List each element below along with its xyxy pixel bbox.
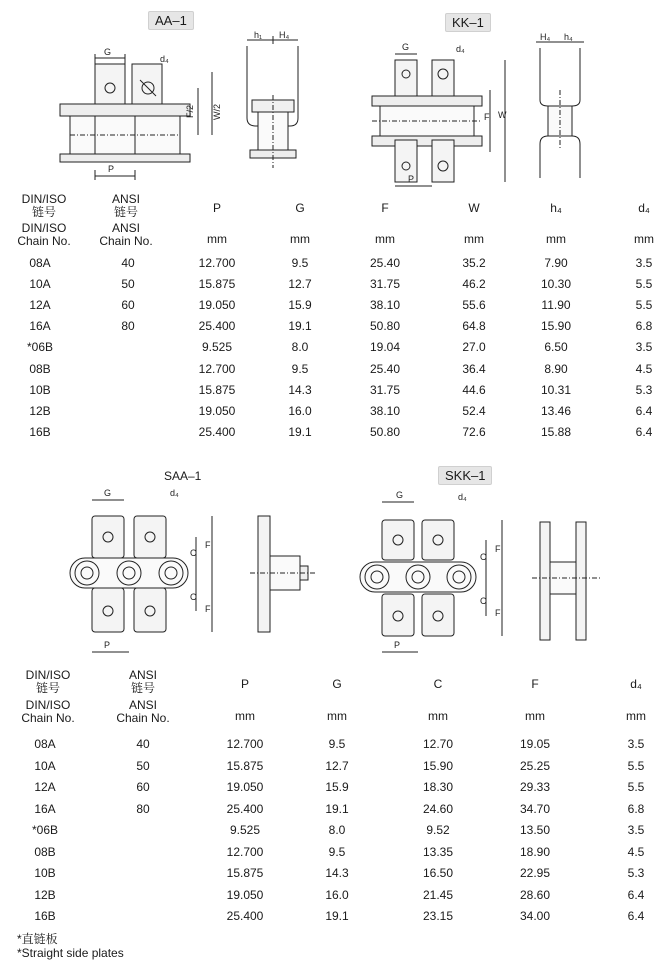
table-cell: 50.80 — [369, 319, 401, 334]
table-cell: 19.1 — [325, 801, 349, 816]
table-cell: 31.75 — [369, 382, 401, 397]
table-cell: 9.52 — [426, 823, 450, 837]
table-cell: 16.0 — [288, 403, 312, 418]
table-cell: 9.5 — [328, 737, 346, 751]
table-cell: 23.15 — [422, 909, 454, 923]
table-cell: 13.35 — [422, 844, 454, 859]
table-cell: 10.30 — [540, 277, 572, 292]
table-cell: 8.0 — [291, 340, 309, 355]
kk1-dim-d4: d₄ — [456, 44, 465, 54]
kk1-dim-g: G — [402, 42, 410, 52]
table-cell: 34.00 — [519, 909, 551, 923]
table-cell: 10B — [34, 866, 56, 880]
table-cell: 12A — [29, 298, 51, 313]
table-cell: 15.88 — [540, 424, 572, 439]
table-cell: 19.050 — [198, 298, 236, 313]
table-cell: 31.75 — [369, 277, 401, 292]
table1-unit-5: mm — [464, 232, 484, 246]
table-cell: 25.400 — [198, 319, 236, 334]
table-cell: 15.875 — [198, 382, 236, 397]
table-cell: 14.3 — [325, 866, 349, 880]
aa1-label: AA–1 — [148, 11, 194, 30]
table-cell: 28.60 — [519, 887, 551, 902]
table1-header-din: DIN/ISO 链号 DIN/ISO Chain No. — [17, 192, 71, 248]
table-cell: 19.050 — [198, 403, 236, 418]
table-cell: 16A — [34, 801, 56, 816]
kk1-dim-w: W — [498, 110, 507, 120]
saa1-label: SAA–1 — [164, 469, 202, 483]
table1-header-3: G — [295, 201, 305, 215]
table-cell: 16.50 — [422, 866, 454, 880]
kk1-dim-h4-lower: h₄ — [564, 32, 573, 42]
table-cell: 21.45 — [422, 887, 454, 902]
kk1-dim-f: F — [484, 112, 490, 122]
table2-header-6: d₄ — [630, 677, 642, 691]
table2-unit-3: mm — [327, 709, 347, 723]
saa1-dim-f-upper: F — [205, 540, 211, 550]
saa1-dim-p: P — [104, 640, 111, 650]
kk1-label: KK–1 — [445, 13, 491, 32]
table-cell: 16B — [29, 424, 51, 439]
table-cell: 12.700 — [226, 844, 264, 859]
table-cell: 12.7 — [288, 277, 312, 292]
table-cell: 3.5 — [635, 340, 653, 355]
table-cell: 6.8 — [635, 319, 653, 334]
table2-header-3: G — [332, 677, 342, 691]
skk1-dim-f-upper: F — [495, 544, 501, 554]
kk1-dim-p: P — [408, 174, 415, 184]
table-cell: 12B — [29, 403, 51, 418]
table1-header-5: W — [468, 201, 480, 215]
table-cell: 19.050 — [226, 780, 264, 794]
table2-unit-2: mm — [235, 709, 255, 723]
skk1-dim-d4: d₄ — [458, 492, 467, 502]
table-cell: 35.2 — [462, 256, 486, 270]
table-cell: 46.2 — [462, 277, 486, 292]
table-cell: 12.70 — [422, 737, 454, 751]
table2-unit-4: mm — [428, 709, 448, 723]
table-cell: 80 — [136, 801, 150, 816]
table-cell: 18.30 — [422, 780, 454, 794]
table-cell: 18.90 — [519, 844, 551, 859]
table2-unit-6: mm — [626, 709, 646, 723]
table-cell: 29.33 — [519, 780, 551, 794]
table-cell: 36.4 — [462, 361, 486, 376]
skk1-label: SKK–1 — [438, 466, 492, 485]
table-cell: 6.4 — [635, 424, 653, 439]
skk1-side-drawing — [532, 522, 602, 640]
table-cell: 27.0 — [462, 340, 486, 355]
table-cell: 40 — [136, 737, 150, 751]
table-cell: 72.6 — [462, 424, 486, 439]
table1-header-ansi: ANSI 链号 ANSI Chain No. — [99, 192, 153, 248]
table-cell: 5.3 — [635, 382, 653, 397]
table-cell: 6.4 — [635, 403, 653, 418]
table-cell: 8.0 — [328, 823, 346, 837]
table-cell: 52.4 — [462, 403, 486, 418]
aa1-dim-h4: H₄ — [279, 30, 290, 40]
aa1-dim-w-half: W/2 — [212, 103, 222, 120]
table-cell: 38.10 — [369, 298, 401, 313]
table-cell: 3.5 — [635, 256, 653, 270]
footnote-en: *Straight side plates — [17, 946, 124, 960]
saa1-side-drawing — [250, 516, 316, 632]
saa1-dim-f-lower: F — [205, 604, 211, 614]
table-cell: 50 — [121, 277, 135, 292]
table-cell: 16A — [29, 319, 51, 334]
table-cell: 6.4 — [627, 909, 645, 923]
table2-header-ansi: ANSI 链号 ANSI Chain No. — [116, 668, 170, 725]
table-cell: 55.6 — [462, 298, 486, 313]
table-cell: 5.5 — [627, 758, 645, 773]
table-cell: 3.5 — [627, 823, 645, 837]
table-cell: 8.90 — [544, 361, 568, 376]
table-cell: 15.875 — [198, 277, 236, 292]
table2-header-4: C — [433, 677, 443, 691]
table-cell: 19.05 — [519, 737, 551, 751]
table-cell: 15.9 — [288, 298, 312, 313]
table-cell: 15.90 — [540, 319, 572, 334]
table2-header-din: DIN/ISO 链号 DIN/ISO Chain No. — [21, 668, 75, 725]
table-cell: 12.700 — [198, 256, 236, 270]
table-cell: 13.46 — [540, 403, 572, 418]
aa1-dim-p: P — [108, 164, 115, 174]
table-cell: 6.50 — [544, 340, 568, 355]
aa1-dim-g: G — [104, 47, 112, 57]
table-cell: 64.8 — [462, 319, 486, 334]
table-cell: 60 — [136, 780, 150, 794]
table-cell: 15.875 — [226, 758, 264, 773]
table1-unit-2: mm — [207, 232, 227, 246]
table-cell: 15.90 — [422, 758, 454, 773]
table1-unit-7: mm — [634, 232, 654, 246]
table-cell: 9.525 — [229, 823, 261, 837]
table-cell: 25.40 — [369, 361, 401, 376]
table-cell: 22.95 — [519, 866, 551, 880]
skk1-dim-g: G — [396, 490, 404, 500]
table-cell: 7.90 — [544, 256, 568, 270]
table-cell: 13.50 — [519, 823, 551, 837]
footnote-cn: *直链板 — [17, 932, 58, 946]
skk1-dim-c-lower: C — [480, 596, 487, 606]
table1-unit-6: mm — [546, 232, 566, 246]
table-cell: 10.31 — [540, 382, 572, 397]
table-cell: 4.5 — [627, 844, 645, 859]
aa1-side-drawing — [247, 36, 298, 168]
table-cell: 25.400 — [198, 424, 236, 439]
table-cell: 5.5 — [627, 780, 645, 794]
aa1-dim-h1: h₁ — [254, 30, 263, 40]
table-cell: 5.3 — [627, 866, 645, 880]
table1-unit-4: mm — [375, 232, 395, 246]
table-cell: 10B — [29, 382, 51, 397]
table-cell: 10A — [34, 758, 56, 773]
table1-header-2: P — [212, 201, 222, 215]
table-cell: 19.1 — [288, 424, 312, 439]
table-cell: 19.050 — [226, 887, 264, 902]
table1-unit-3: mm — [290, 232, 310, 246]
table-cell: 19.1 — [325, 909, 349, 923]
table1-header-7: d₄ — [638, 201, 650, 215]
aa1-dim-f-half: F/2 — [185, 104, 195, 118]
table-cell: 08A — [29, 256, 51, 270]
table-cell: 16B — [34, 909, 56, 923]
saa1-dim-c-lower: C — [190, 592, 197, 602]
table-cell: 12.700 — [226, 737, 264, 751]
table-cell: 25.400 — [226, 909, 264, 923]
table-cell: 3.5 — [627, 737, 645, 751]
table-cell: 19.1 — [288, 319, 312, 334]
table-cell: 11.90 — [541, 298, 571, 313]
skk1-dim-p: P — [394, 640, 401, 650]
kk1-side-drawing — [536, 42, 584, 178]
table-cell: 4.5 — [635, 361, 653, 376]
table-cell: 9.5 — [328, 844, 346, 859]
table1-header-4: F — [381, 201, 389, 215]
table-cell: 15.875 — [226, 866, 264, 880]
table-cell: 14.3 — [288, 382, 312, 397]
table-cell: 6.8 — [627, 801, 645, 816]
table-cell: 12.700 — [198, 361, 236, 376]
table-cell: 6.4 — [627, 887, 645, 902]
table-cell: 38.10 — [369, 403, 401, 418]
saa1-dim-d4: d₄ — [170, 488, 179, 498]
table-cell: 60 — [121, 298, 135, 313]
table-cell: 34.70 — [519, 801, 551, 816]
table-cell: 08B — [34, 844, 56, 859]
saa1-dim-c-upper: C — [190, 548, 197, 558]
table-cell: 50 — [136, 758, 150, 773]
table-cell: *06B — [31, 823, 59, 837]
saa1-front-drawing — [70, 500, 212, 652]
table-cell: 12B — [34, 887, 56, 902]
table2-header-5: F — [531, 677, 539, 691]
table-cell: 16.0 — [325, 887, 349, 902]
table-cell: 12A — [34, 780, 56, 794]
table-cell: 15.9 — [325, 780, 349, 794]
table-cell: 08B — [29, 361, 51, 376]
skk1-front-drawing — [360, 502, 502, 652]
skk1-dim-c-upper: C — [480, 552, 487, 562]
table-cell: 25.400 — [226, 801, 264, 816]
table-cell: 80 — [121, 319, 135, 334]
table-cell: 5.5 — [635, 277, 653, 292]
table-cell: 44.6 — [462, 382, 486, 397]
table-cell: 9.5 — [291, 256, 309, 270]
table-cell: 19.04 — [369, 340, 401, 355]
table-cell: 12.7 — [325, 758, 349, 773]
table-cell: 9.5 — [291, 361, 309, 376]
aa1-dim-d4: d₄ — [160, 54, 169, 64]
skk1-dim-f-lower: F — [495, 608, 501, 618]
table-cell: 10A — [29, 277, 51, 292]
table-cell: 08A — [34, 737, 56, 751]
kk1-dim-h4-upper: H₄ — [540, 32, 551, 42]
table-cell: 25.25 — [519, 758, 551, 773]
table-cell: 40 — [121, 256, 135, 270]
table2-unit-5: mm — [525, 709, 545, 723]
table-cell: 25.40 — [369, 256, 401, 270]
table-cell: 24.60 — [422, 801, 454, 816]
table-cell: *06B — [26, 340, 54, 355]
table1-header-6: h₄ — [550, 201, 562, 215]
table-cell: 50.80 — [369, 424, 401, 439]
table-cell: 9.525 — [201, 340, 233, 355]
table-cell: 5.5 — [635, 298, 653, 313]
table2-header-2: P — [240, 677, 250, 691]
saa1-dim-g: G — [104, 488, 112, 498]
